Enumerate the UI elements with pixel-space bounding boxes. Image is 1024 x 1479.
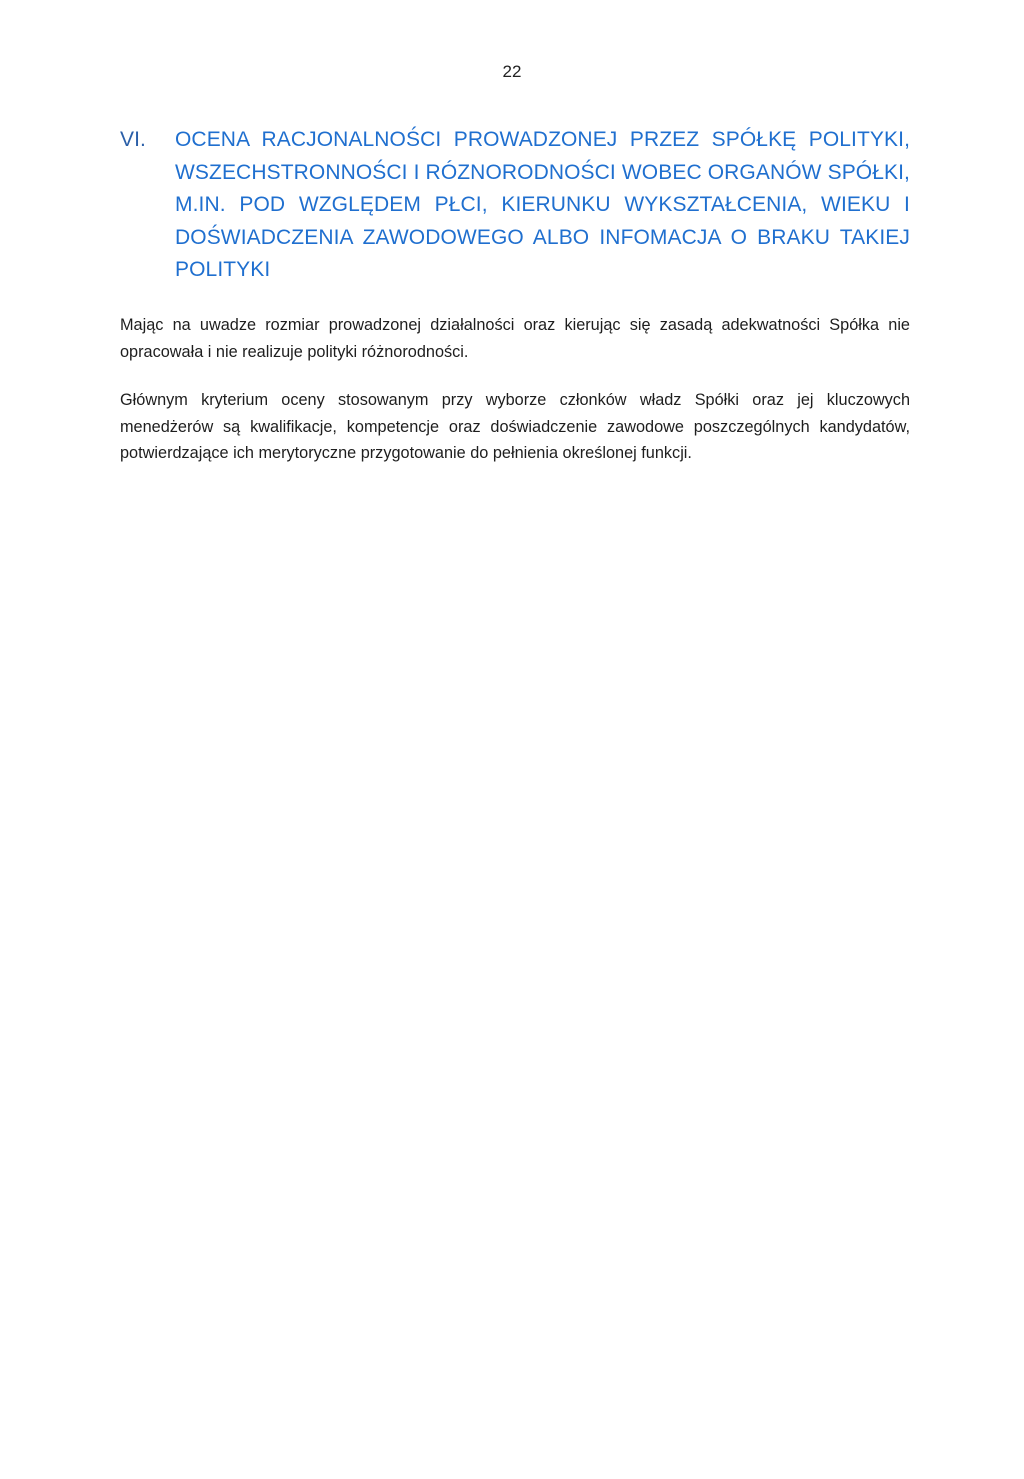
paragraph-selection-criteria: Głównym kryterium oceny stosowanym przy wyborze członków władz Spółki oraz jej kluczowych menedżerów są kwalifikacje, kompetencje oraz doświadczenie zawodowe poszczególnych kandydatów, potwierdzające ich merytoryczne przygotowanie do pełnienia określonej funkcji. <box>120 391 910 463</box>
section-heading <box>120 124 910 287</box>
page-number: 22 <box>502 62 522 81</box>
section-title: OCENA RACJONALNOŚCI PROWADZONEJ PRZEZ SPÓŁKĘ POLITYKI, WSZECHSTRONNOŚCI I RÓZNORODNOŚCI WOBEC ORGANÓW SPÓŁKI, M.IN. POD WZGLĘDEM PŁCI, KIERUNKU WYKSZTAŁCENIA, WIEKU I DOŚWIADCZENIA ZAWODOWEGO ALBO INFOMACJA O BRAKU TAKIEJ POLITYKI <box>175 128 910 281</box>
section-number: VI. <box>120 128 146 151</box>
paragraph-diversity-policy: Mając na uwadze rozmiar prowadzonej działalności oraz kierując się zasadą adekwatności Spółka nie opracowała i nie realizuje polityki różnorodności. <box>120 316 910 361</box>
